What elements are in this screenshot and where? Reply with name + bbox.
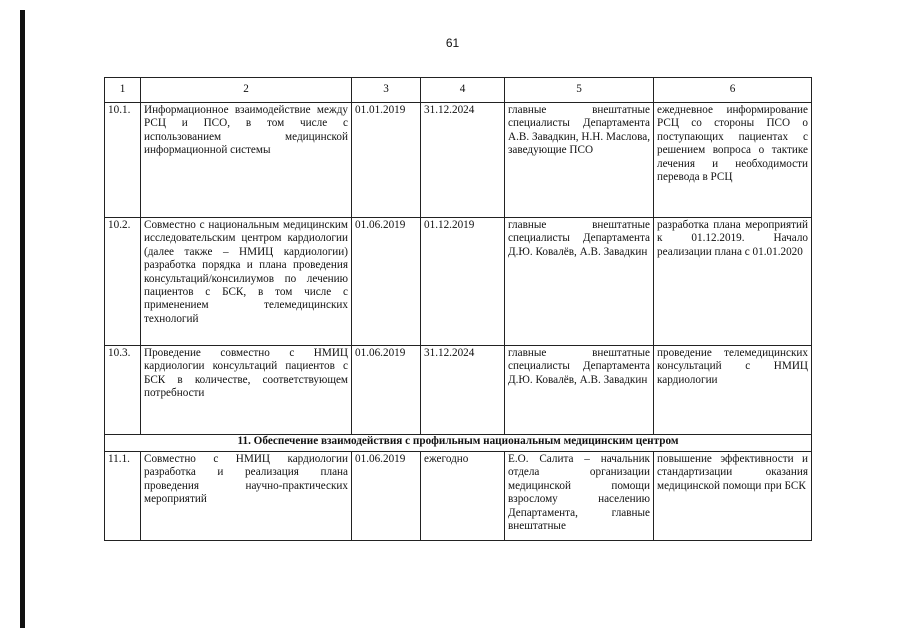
responsible-cell: главные внештатные специалисты Департамента Д.Ю. Ковалёв, А.В. Завадкин [505, 346, 654, 435]
activity-cell: Совместно с национальным медицинским исследовательским центром кардиологии (далее также – НМИЦ кардиологии) разработка порядка и плана проведения консультаций/консилиумов по лечению пациентов с БСК, в том числе с применением телемедицинских технологий [141, 218, 352, 346]
responsible-cell: Е.О. Салита – начальник отдела организации медицинской помощи взрослому населению Департамента, главные внештатные [505, 452, 654, 541]
column-header: 1 [105, 78, 141, 103]
table-row [105, 218, 812, 346]
column-header: 4 [421, 78, 505, 103]
activity-cell: Совместно с НМИЦ кардиологии разработка и реализация плана проведения научно-практических мероприятий [141, 452, 352, 541]
plan-table [104, 77, 812, 541]
activity-cell: Информационное взаимодействие между РСЦ и ПСО, в том числе с использованием медицинской информационной системы [141, 103, 352, 218]
end-date-cell: 01.12.2019 [421, 218, 505, 346]
responsible-cell: главные внештатные специалисты Департамента А.В. Завадкин, Н.Н. Маслова, заведующие ПСО [505, 103, 654, 218]
scan-edge-bar [20, 10, 25, 628]
start-date-cell: 01.01.2019 [352, 103, 421, 218]
row-number: 10.2. [105, 218, 141, 346]
column-header: 6 [654, 78, 812, 103]
activity-cell: Проведение совместно с НМИЦ кардиологии консультаций пациентов с БСК в количестве, соответствующем потребности [141, 346, 352, 435]
section-title: 11. Обеспечение взаимодействия с профильным национальным медицинским центром [105, 435, 812, 452]
table-row [105, 452, 812, 541]
end-date-cell: 31.12.2024 [421, 346, 505, 435]
end-date-cell: ежегодно [421, 452, 505, 541]
result-cell: проведение телемедицинских консультаций с НМИЦ кардиологии [654, 346, 812, 435]
table-row [105, 346, 812, 435]
column-header: 2 [141, 78, 352, 103]
row-number: 11.1. [105, 452, 141, 541]
start-date-cell: 01.06.2019 [352, 218, 421, 346]
table-header-row [105, 78, 812, 103]
result-cell: повышение эффективности и стандартизации оказания медицинской помощи при БСК [654, 452, 812, 541]
end-date-cell: 31.12.2024 [421, 103, 505, 218]
table-row [105, 103, 812, 218]
column-header: 3 [352, 78, 421, 103]
row-number: 10.1. [105, 103, 141, 218]
section-heading-row [105, 435, 812, 452]
start-date-cell: 01.06.2019 [352, 346, 421, 435]
responsible-cell: главные внештатные специалисты Департамента Д.Ю. Ковалёв, А.В. Завадкин [505, 218, 654, 346]
column-header: 5 [505, 78, 654, 103]
result-cell: ежедневное информирование РСЦ со стороны ПСО о поступающих пациентах с решением вопроса о тактике лечения и необходимости перевода в РСЦ [654, 103, 812, 218]
start-date-cell: 01.06.2019 [352, 452, 421, 541]
page-number: 61 [445, 36, 460, 50]
row-number: 10.3. [105, 346, 141, 435]
result-cell: разработка плана мероприятий к 01.12.2019. Начало реализации плана с 01.01.2020 [654, 218, 812, 346]
